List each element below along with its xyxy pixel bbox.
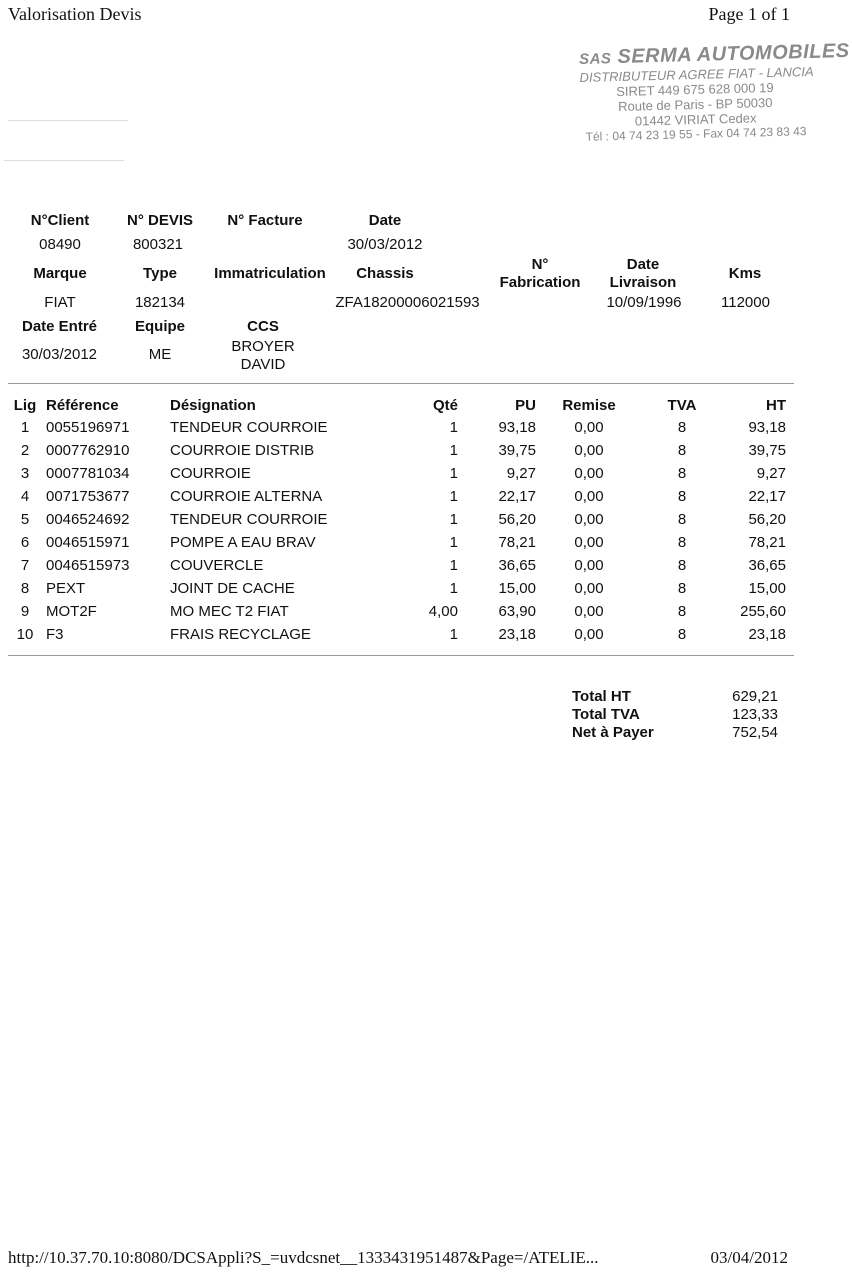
label-devis: N° DEVIS — [126, 212, 193, 229]
stamp-city: 01442 VIRIAT Cedex — [634, 110, 757, 129]
table-row — [8, 485, 790, 508]
cell-pu: 9,27 — [506, 465, 536, 482]
col-remise: Remise — [562, 396, 616, 414]
cell-tva: 8 — [677, 603, 687, 620]
table-row — [8, 416, 790, 439]
value-client: 08490 — [39, 236, 81, 253]
cell-ht: 23,18 — [748, 626, 786, 643]
cell-lig: 5 — [20, 511, 30, 528]
cell-lig: 4 — [20, 488, 30, 505]
cell-remise: 0,00 — [574, 419, 604, 436]
col-designation: Désignation — [170, 396, 256, 414]
cell-ht: 255,60 — [740, 603, 786, 620]
cell-pu: 56,20 — [498, 511, 536, 528]
cell-remise: 0,00 — [574, 580, 604, 597]
col-pu: PU — [515, 396, 536, 414]
col-ht: HT — [766, 396, 786, 414]
table-row — [8, 577, 790, 600]
net-a-payer-value: 752,54 — [732, 724, 778, 741]
label-kms: Kms — [728, 265, 762, 282]
stamp-address: Route de Paris - BP 50030 — [617, 94, 773, 115]
footer-url: http://10.37.70.10:8080/DCSAppli?S_=uvdcsnet__1333431951487&Page=/ATELIE... — [8, 1248, 599, 1267]
cell-reference: 0046515971 — [46, 534, 130, 551]
stamp-siret: SIRET 449 675 628 000 19 — [616, 79, 774, 100]
cell-tva: 8 — [677, 419, 687, 436]
cell-tva: 8 — [677, 488, 687, 505]
totals-block — [572, 688, 778, 742]
table-row — [8, 531, 790, 554]
cell-qte: 1 — [449, 488, 458, 505]
cell-reference: 0007781034 — [46, 465, 130, 482]
cell-reference: F3 — [46, 626, 64, 643]
cell-designation: JOINT DE CACHE — [170, 580, 295, 597]
value-chassis: ZFA18200006021593 — [335, 294, 480, 311]
net-a-payer-row — [572, 724, 778, 742]
cell-designation: COURROIE ALTERNA — [170, 488, 323, 505]
cell-qte: 1 — [449, 465, 458, 482]
cell-remise: 0,00 — [574, 626, 604, 643]
table-row — [8, 439, 790, 462]
stamp-distributor: DISTRIBUTEUR AGREE FIAT - LANCIA — [579, 63, 814, 86]
cell-pu: 15,00 — [498, 580, 536, 597]
label-date: Date — [368, 212, 402, 229]
value-livraison: 10/09/1996 — [606, 294, 682, 311]
label-livraison: Date Livraison — [609, 256, 677, 291]
total-ht-value: 629,21 — [732, 688, 778, 705]
cell-tva: 8 — [677, 442, 687, 459]
cell-lig: 6 — [20, 534, 30, 551]
value-date: 30/03/2012 — [347, 236, 423, 253]
cell-lig: 2 — [20, 442, 30, 459]
cell-lig: 10 — [16, 626, 34, 643]
cell-qte: 1 — [449, 442, 458, 459]
document-title: Valorisation Devis — [8, 4, 142, 24]
table-divider — [8, 655, 794, 656]
table-row — [8, 554, 790, 577]
cell-pu: 23,18 — [498, 626, 536, 643]
cell-pu: 36,65 — [498, 557, 536, 574]
cell-designation: FRAIS RECYCLAGE — [170, 626, 311, 643]
cell-ht: 78,21 — [748, 534, 786, 551]
cell-ht: 9,27 — [756, 465, 786, 482]
stamp-company: SERMA AUTOMOBILES — [617, 39, 850, 69]
faint-line — [4, 160, 124, 161]
cell-tva: 8 — [677, 557, 687, 574]
cell-ht: 36,65 — [748, 557, 786, 574]
col-lig: Lig — [13, 396, 37, 414]
cell-reference: 0055196971 — [46, 419, 130, 436]
cell-designation: TENDEUR COURROIE — [170, 511, 328, 528]
cell-qte: 1 — [449, 534, 458, 551]
col-qte: Qté — [432, 396, 458, 414]
cell-qte: 1 — [449, 511, 458, 528]
cell-reference: 0071753677 — [46, 488, 130, 505]
cell-tva: 8 — [677, 465, 687, 482]
table-row — [8, 600, 790, 623]
cell-pu: 39,75 — [498, 442, 536, 459]
total-ht-row — [572, 688, 778, 706]
label-type: Type — [143, 265, 177, 282]
table-header-row — [8, 394, 790, 416]
table-row — [8, 462, 790, 485]
cell-lig: 3 — [20, 465, 30, 482]
cell-reference: 0007762910 — [46, 442, 130, 459]
cell-designation: MO MEC T2 FIAT — [170, 603, 289, 620]
cell-reference: MOT2F — [46, 603, 97, 620]
header-divider — [8, 383, 794, 384]
cell-remise: 0,00 — [574, 603, 604, 620]
table-row — [8, 623, 790, 646]
cell-remise: 0,00 — [574, 488, 604, 505]
cell-ht: 15,00 — [748, 580, 786, 597]
label-chassis: Chassis — [356, 265, 414, 282]
label-date-entre: Date Entré — [21, 318, 98, 335]
faint-line — [8, 120, 128, 121]
cell-ht: 93,18 — [748, 419, 786, 436]
cell-tva: 8 — [677, 580, 687, 597]
cell-reference: 0046515973 — [46, 557, 130, 574]
cell-tva: 8 — [677, 626, 687, 643]
cell-remise: 0,00 — [574, 442, 604, 459]
cell-pu: 93,18 — [498, 419, 536, 436]
col-tva: TVA — [667, 396, 697, 414]
value-devis: 800321 — [132, 236, 184, 253]
total-tva-row — [572, 706, 778, 724]
total-tva-label: Total TVA — [572, 706, 640, 723]
cell-lig: 9 — [20, 603, 30, 620]
cell-designation: POMPE A EAU BRAV — [170, 534, 316, 551]
value-kms: 112000 — [721, 294, 770, 311]
cell-designation: COURROIE — [170, 465, 251, 482]
stamp-prefix: SAS — [578, 50, 612, 69]
cell-pu: 78,21 — [498, 534, 536, 551]
cell-ht: 39,75 — [748, 442, 786, 459]
cell-remise: 0,00 — [574, 511, 604, 528]
cell-pu: 22,17 — [498, 488, 536, 505]
quote-lines-table — [8, 394, 790, 646]
label-fabrication: N° Fabrication — [499, 256, 581, 291]
net-a-payer-label: Net à Payer — [572, 724, 654, 741]
label-equipe: Equipe — [134, 318, 185, 335]
value-equipe: ME — [148, 346, 172, 363]
cell-remise: 0,00 — [574, 557, 604, 574]
cell-designation: TENDEUR COURROIE — [170, 419, 328, 436]
value-ccs: BROYER DAVID — [231, 338, 295, 373]
col-reference: Référence — [46, 396, 119, 414]
cell-lig: 8 — [20, 580, 30, 597]
cell-reference: 0046524692 — [46, 511, 130, 528]
footer-date: 03/04/2012 — [710, 1248, 788, 1267]
cell-tva: 8 — [677, 534, 687, 551]
label-immat: Immatriculation — [214, 265, 326, 282]
cell-qte: 1 — [449, 580, 458, 597]
cell-qte: 1 — [449, 626, 458, 643]
label-ccs: CCS — [247, 318, 279, 335]
cell-reference: PEXT — [46, 580, 86, 597]
label-facture: N° Facture — [227, 212, 303, 229]
cell-lig: 7 — [20, 557, 30, 574]
label-client: N°Client — [30, 212, 90, 229]
total-ht-label: Total HT — [572, 688, 631, 705]
value-date-entre: 30/03/2012 — [21, 346, 98, 363]
company-stamp — [578, 39, 850, 144]
cell-designation: COURROIE DISTRIB — [170, 442, 315, 459]
cell-tva: 8 — [677, 511, 687, 528]
cell-remise: 0,00 — [574, 465, 604, 482]
total-tva-value: 123,33 — [732, 706, 778, 723]
value-marque: FIAT — [44, 294, 76, 311]
cell-qte: 1 — [449, 557, 458, 574]
label-marque: Marque — [33, 265, 87, 282]
cell-ht: 22,17 — [748, 488, 786, 505]
cell-lig: 1 — [20, 419, 30, 436]
page-number: Page 1 of 1 — [708, 4, 790, 24]
cell-pu: 63,90 — [498, 603, 536, 620]
cell-remise: 0,00 — [574, 534, 604, 551]
cell-qte: 1 — [449, 419, 458, 436]
stamp-phone: Tél : 04 74 23 19 55 - Fax 04 74 23 83 43 — [585, 124, 807, 144]
cell-designation: COUVERCLE — [170, 557, 264, 574]
cell-ht: 56,20 — [748, 511, 786, 528]
value-type: 182134 — [134, 294, 186, 311]
table-row — [8, 508, 790, 531]
cell-qte: 4,00 — [428, 603, 458, 620]
